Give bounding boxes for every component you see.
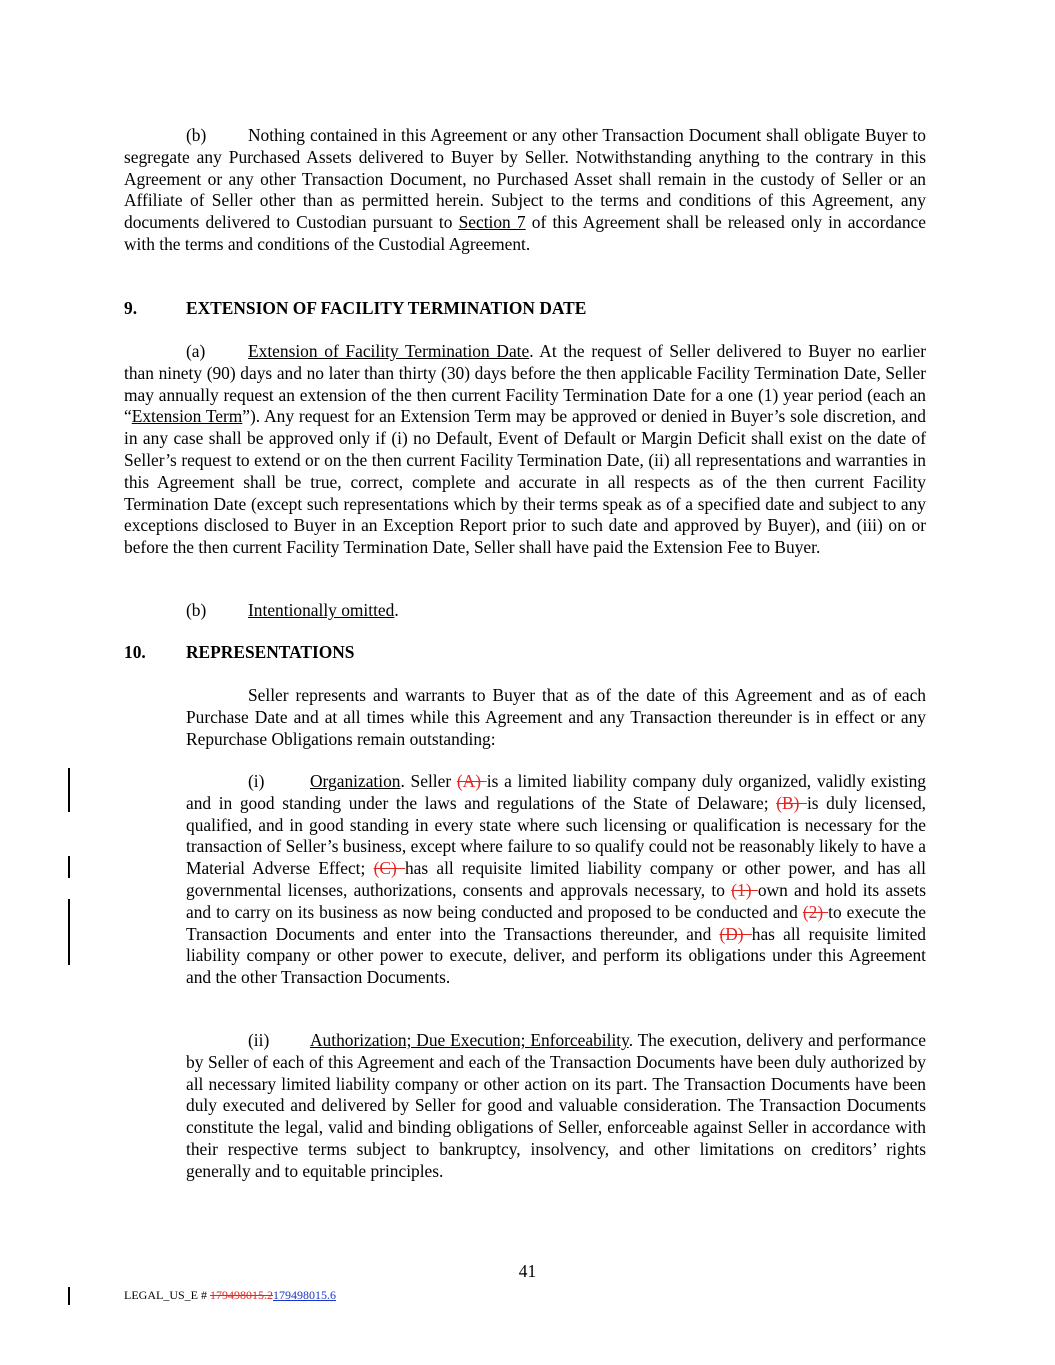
paragraph-text: ”). Any request for an Extension Term may be approved or denied in Buyer’s sole discretion, and in any case shall be approved only if (i) no Default, Event of Default or Margin Deficit shall exist on the date of Seller’s request to extend or on the then current Facility Termination Date, (ii) all representations and warranties in this Agreement shall be true, correct, complete and accurate in all respects as of the then current Facility Termination Date (except such representations which by their terms speak as of a specified date and subject to any exceptions disclosed to Buyer in an Exception Report prior to such date and approved by Buyer), and (iii) on or before the then current Facility Termination Date, Seller shall have paid the Extension Fee to Buyer. <box>124 406 926 558</box>
paragraph-text: has all requisite limited liability company or other power to execute, deliver, and perform its obligations under this Agreement and the other Transaction Documents. <box>186 923 926 988</box>
paragraph-text: to execute the Transaction Documents and enter into the Transactions thereunder, and <box>186 901 926 944</box>
paragraph-text: is duly licensed, qualified, and in good standing in every state where such licensing or qualification is necessary for the transaction of Seller’s business, except where failure to so qualify could not be reasonably likely to have a Material Adverse Effect; <box>186 792 926 879</box>
paragraph-text: has all requisite limited liability company or other power, and has all governmental licenses, authorizations, consents and approvals necessary, to <box>186 858 926 900</box>
section-number: 10. <box>124 642 146 662</box>
defined-term: Extension Term <box>131 406 243 427</box>
section-10-heading <box>124 642 354 664</box>
paragraph-label: (ii) <box>248 1030 270 1050</box>
paragraph-label: (a) <box>186 341 206 361</box>
section-title: REPRESENTATIONS <box>186 642 355 662</box>
deleted-text: (C) <box>373 858 405 879</box>
paragraph-label: (b) <box>186 125 207 145</box>
paragraph-label: (b) <box>186 600 207 620</box>
paragraph-10-i <box>186 771 926 989</box>
document-footer <box>124 1287 336 1303</box>
deleted-text: (D) <box>719 923 752 944</box>
paragraph-8b <box>124 125 926 256</box>
section-reference: Section 7 <box>458 212 526 233</box>
paragraph-text: . Seller <box>400 771 457 791</box>
paragraph-heading: Extension of Facility Termination Date <box>248 341 530 361</box>
deleted-text: (2) <box>802 901 829 922</box>
paragraph-text: . At the request of Seller delivered to Buyer no earlier than ninety (90) days and no later than thirty (30) days before the then applicable Facility Termination Date, Seller may annually request an extension of the then current Facility Termination Date for a one (1) year period (each an “ <box>124 341 926 427</box>
change-bar <box>68 856 70 878</box>
change-bar <box>68 899 70 965</box>
inserted-doc-number: 179498015.6 <box>273 1288 336 1302</box>
paragraph-9a <box>124 341 926 559</box>
deleted-text: (A) <box>456 771 487 791</box>
paragraph-text: Seller represents and warrants to Buyer that as of the date of this Agreement and as of each Purchase Date and at all times while this Agreement and any Transaction thereunder is in effect or any Repurchase Obligations remain outstanding: <box>186 685 926 749</box>
deleted-doc-number: 179498015.2 <box>210 1288 273 1302</box>
paragraph-text: of this Agreement shall be released only in accordance with the terms and conditions of the Custodial Agreement. <box>124 212 926 254</box>
paragraph-10-ii <box>186 1030 926 1183</box>
section-9-heading <box>124 298 586 320</box>
section-title: EXTENSION OF FACILITY TERMINATION DATE <box>186 298 587 318</box>
paragraph-10-intro <box>186 685 926 750</box>
deleted-text: (B) <box>776 792 807 813</box>
paragraph-text: Nothing contained in this Agreement or any other Transaction Document shall obligate Buyer to segregate any Purchased Assets delivered to Buyer by Seller. Notwithstanding anything to the contrary in this Agreement or any other Transaction Document, no Purchased Asset shall remain in the custody of Seller or an Affiliate of Seller other than as permitted herein. Subject to the terms and conditions of this Agreement, any documents delivered to Custodian pursuant to <box>124 125 926 233</box>
paragraph-text: . <box>394 600 399 620</box>
paragraph-text: is a limited liability company duly organized, validly existing and in good standing under the laws and regulations of the State of Delaware; <box>186 771 927 813</box>
section-number: 9. <box>124 298 138 318</box>
paragraph-heading: Intentionally omitted <box>248 600 395 620</box>
deleted-text: (1) <box>731 879 758 900</box>
paragraph-heading: Authorization; Due Execution; Enforceability <box>310 1030 629 1050</box>
change-bar <box>68 1287 70 1305</box>
paragraph-text: own and hold its assets and to carry on its business as now being conducted and proposed to be conducted and <box>186 879 926 922</box>
paragraph-heading: Organization <box>310 771 401 791</box>
footer-prefix: LEGAL_US_E # <box>124 1288 210 1302</box>
paragraph-9b <box>124 600 926 622</box>
change-bar <box>68 768 70 812</box>
paragraph-label: (i) <box>248 771 265 791</box>
paragraph-text: . The execution, delivery and performance by Seller of each of this Agreement and each of the Transaction Documents have been duly authorized by all necessary limited liability company or other action on its part. The Transaction Documents have been duly executed and delivered by Seller for good and valuable consideration. The Transaction Documents constitute the legal, valid and binding obligations of Seller, enforceable against Seller in accordance with their respective terms subject to bankruptcy, insolvency, and other limitations on creditors’ rights generally and to equitable principles. <box>186 1030 926 1181</box>
page-number: 41 <box>518 1261 537 1281</box>
